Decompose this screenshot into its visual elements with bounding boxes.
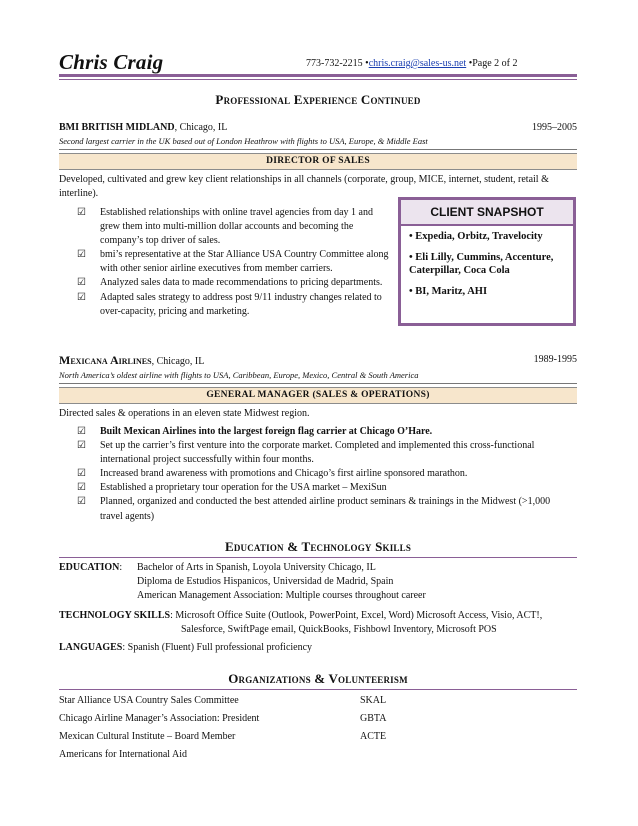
snapshot-item: • Eli Lilly, Cummins, Accenture, Caterpillar, Coca Cola bbox=[409, 252, 554, 276]
achievement-item bbox=[77, 425, 569, 439]
organization-row bbox=[59, 710, 577, 728]
bmi-achievements bbox=[77, 206, 389, 319]
achievement-text: Analyzed sales data to made recommendations to pricing departments. bbox=[100, 277, 383, 289]
organization-name: Mexican Cultural Institute – Board Member bbox=[59, 731, 236, 742]
page-number: Page 2 of 2 bbox=[472, 58, 518, 69]
checkbox-icon: ☑ bbox=[77, 496, 86, 508]
snapshot-title: CLIENT SNAPSHOT bbox=[401, 200, 573, 226]
company-name: BMI BRITISH MIDLAND bbox=[59, 122, 175, 133]
contact-line bbox=[306, 58, 518, 69]
header-rule-thin bbox=[59, 79, 577, 80]
section-title-skills: Education & Technology Skills bbox=[224, 539, 412, 554]
education-item: Bachelor of Arts in Spanish, Loyola University Chicago, IL bbox=[137, 562, 376, 573]
languages-label: LANGUAGES bbox=[59, 642, 123, 653]
organization-abbr: ACTE bbox=[360, 731, 387, 742]
checkbox-icon: ☑ bbox=[77, 482, 86, 494]
tech-line-2: Salesforce, SwiftPage email, QuickBooks, Fishbowl Inventory, Microsoft POS bbox=[181, 624, 497, 635]
languages-value: Spanish (Fluent) Full professional proficiency bbox=[127, 642, 313, 653]
achievement-item bbox=[77, 481, 569, 495]
mexicana-heading bbox=[59, 353, 577, 369]
organization-name: Americans for International Aid bbox=[59, 749, 188, 760]
checkbox-icon: ☑ bbox=[77, 291, 86, 303]
achievement-text: bmi’s representative at the Star Alliance USA Country Committee along with other senior airline executives from member carriers. bbox=[100, 249, 389, 275]
date-range: 1995–2005 bbox=[532, 122, 577, 133]
achievement-item bbox=[77, 276, 389, 290]
education-label: EDUCATION: bbox=[59, 562, 123, 573]
tech-skills: TECHNOLOGY SKILLS: Microsoft Office Suite (Outlook, PowerPoint, Excel, Word) Microsoft Access, Visio, ACT!, bbox=[59, 610, 543, 621]
achievement-item bbox=[77, 467, 569, 481]
organization-row bbox=[59, 692, 577, 710]
company-location: , Chicago, IL bbox=[174, 122, 228, 133]
email-link[interactable]: chris.craig@sales-us.net bbox=[368, 58, 467, 69]
role-summary: Directed sales & operations in an eleven state Midwest region. bbox=[59, 408, 310, 419]
organization-name: Star Alliance USA Country Sales Committee bbox=[59, 695, 239, 706]
tech-line-1: Microsoft Office Suite (Outlook, PowerPoint, Excel, Word) Microsoft Access, Visio, ACT!, bbox=[175, 610, 543, 621]
checkbox-icon: ☑ bbox=[77, 207, 86, 218]
achievement-text: Increased brand awareness with promotions and Chicago’s first airline sponsored marathon. bbox=[100, 468, 468, 480]
separator: • bbox=[365, 58, 369, 69]
checkbox-icon: ☑ bbox=[77, 277, 86, 289]
company-location: , Chicago, IL bbox=[151, 356, 205, 367]
achievement-text: Established relationships with online travel agencies from day 1 and grew them into multi-million dollar accounts and becoming the company’s top driver of sales. bbox=[100, 207, 373, 247]
achievement-text: Set up the carrier’s first venture into the corporate market. Completed and implemented this cross-functional international project successfully within four months. bbox=[100, 440, 535, 466]
company-description: North America’s oldest airline with flights to USA, Caribbean, Europe, Mexico, Central & South America bbox=[59, 370, 419, 380]
organization-name: Chicago Airline Manager’s Association: President bbox=[59, 713, 260, 724]
section-rule bbox=[59, 557, 577, 558]
header-rule bbox=[59, 74, 577, 77]
achievement-text: Built Mexican Airlines into the largest foreign flag carrier at Chicago O’Hare. bbox=[100, 426, 433, 437]
role-bar: DIRECTOR OF SALES bbox=[59, 153, 577, 170]
achievement-text: Planned, organized and conducted the best attended airline product seminars & trainings in the Midwest (>1,000 travel agents) bbox=[100, 496, 551, 522]
section-title-organizations: Organizations & Volunteerism bbox=[228, 671, 408, 686]
achievement-item bbox=[77, 206, 389, 248]
role-summary: Developed, cultivated and grew key client relationships in all channels (corporate, group, MICE, internet, student, retail & interline). bbox=[59, 174, 549, 199]
client-snapshot-box bbox=[398, 197, 576, 326]
separator: • bbox=[468, 58, 473, 69]
checkbox-icon: ☑ bbox=[77, 468, 86, 480]
languages: LANGUAGES: Spanish (Fluent) Full professional proficiency bbox=[59, 642, 313, 653]
education-list bbox=[137, 561, 577, 603]
company-name: Mexicana Airlines bbox=[59, 353, 152, 367]
date-range: 1989-1995 bbox=[533, 354, 577, 365]
mexicana-achievements bbox=[77, 425, 569, 524]
snapshot-item: • BI, Maritz, AHI bbox=[409, 286, 488, 297]
phone: 773-732-2215 bbox=[306, 58, 363, 69]
achievement-text: Adapted sales strategy to address post 9/11 industry changes related to over-capacity, pricing and marketing. bbox=[100, 291, 382, 317]
education-item: American Management Association: Multiple courses throughout career bbox=[137, 590, 426, 601]
company-description: Second largest carrier in the UK based out of London Heathrow with flights to USA, Europe, & Middle East bbox=[59, 136, 428, 146]
divider bbox=[59, 149, 577, 150]
checkbox-icon: ☑ bbox=[77, 426, 86, 437]
achievement-item bbox=[77, 248, 389, 276]
resume-name: Chris Craig bbox=[59, 50, 164, 74]
organization-abbr: SKAL bbox=[360, 695, 387, 706]
achievement-item bbox=[77, 495, 569, 523]
organization-row bbox=[59, 728, 577, 746]
organizations-list bbox=[59, 692, 577, 764]
bmi-heading bbox=[59, 121, 577, 135]
section-title-experience: Professional Experience Continued bbox=[215, 92, 421, 107]
checkbox-icon: ☑ bbox=[77, 249, 86, 261]
divider bbox=[59, 383, 577, 384]
tech-label: TECHNOLOGY SKILLS bbox=[59, 610, 171, 621]
section-rule bbox=[59, 689, 577, 690]
snapshot-item: • Expedia, Orbitz, Travelocity bbox=[409, 231, 543, 242]
education-item: Diploma de Estudios Hispanicos, Universidad de Madrid, Spain bbox=[137, 576, 394, 587]
role-bar: GENERAL MANAGER (SALES & OPERATIONS) bbox=[59, 387, 577, 404]
achievement-item bbox=[77, 291, 389, 319]
achievement-text: Established a proprietary tour operation for the USA market – MexiSun bbox=[100, 482, 387, 494]
checkbox-icon: ☑ bbox=[77, 440, 86, 452]
organization-row bbox=[59, 746, 577, 764]
achievement-item bbox=[77, 439, 569, 467]
organization-abbr: GBTA bbox=[360, 713, 387, 724]
